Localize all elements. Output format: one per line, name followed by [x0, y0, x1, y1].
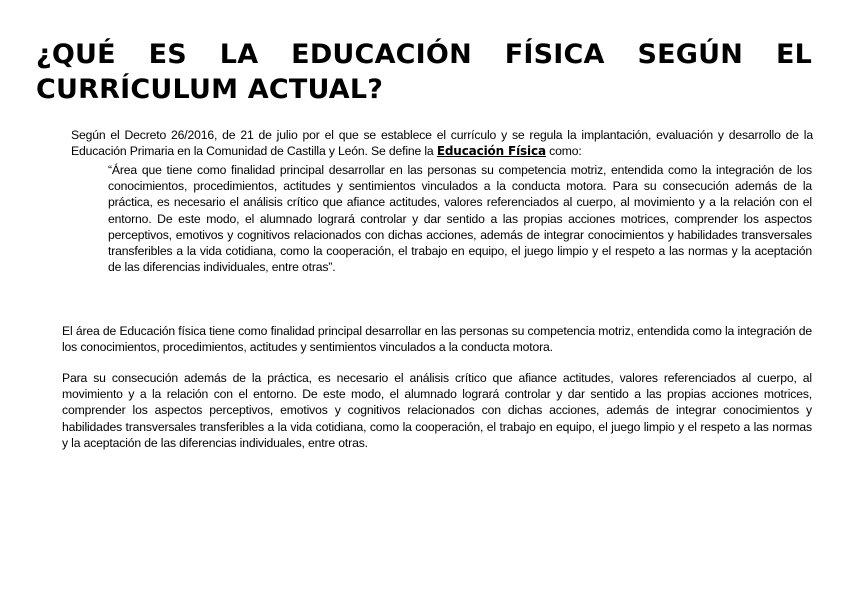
intro-text: Según el Decreto 26/2016, de 21 de julio por el que se establece el currículo y se regula la implantación, evaluación y desarrollo de la Educación Primaria en la Comunidad de Castilla y León. Se define la [71, 128, 813, 159]
page-title: ¿QUÉ ES LA EDUCACIÓN FÍSICA SEGÚN EL CURRÍCULUM ACTUAL? [36, 39, 812, 105]
intro-suffix: como: [545, 144, 582, 159]
decree-quote: “Área que tiene como finalidad principal desarrollar en las personas su competencia motriz, entendida como la integración de los conocimientos, procedimientos, actitudes y sentimientos vinculados a la conducta motora. Para su consecución además de la práctica, es necesario el análisis crítico que afiance actitudes, valores referenciados al cuerpo, al movimiento y a la relación con el entorno. De este modo, el alumnado logrará controlar y dar sentido a las propias acciones motrices, comprender los aspectos perceptivos, emotivos y cognitivos relacionados con dichas acciones, además de integrar conocimientos y habilidades transversales transferibles a la vida cotidiana, como la cooperación, el trabajo en equipo, el juego limpio y el respeto a las normas y la aceptación de las diferencias individuales, entre otras”. [108, 163, 812, 275]
body-paragraph-1: El área de Educación física tiene como finalidad principal desarrollar en las personas su competencia motriz, entendida como la integración de los conocimientos, procedimientos, actitudes y sentimientos vinculados a la conducta motora. [62, 324, 812, 355]
intro-paragraph [71, 127, 813, 159]
educacion-fisica-term: Educación Física [436, 144, 546, 159]
body-paragraph-2: Para su consecución además de la práctica, es necesario el análisis crítico que afiance actitudes, valores referenciados al cuerpo, al movimiento y a la relación con el entorno. De este modo, el alumnado logrará controlar y dar sentido a las propias acciones motrices, comprender los aspectos perceptivos, emotivos y cognitivos relacionados con dichas acciones, además de integrar conocimientos y habilidades transversales transferibles a la vida cotidiana, como la cooperación, el trabajo en equipo, el juego limpio y el respeto a las normas y la aceptación de las diferencias individuales, entre otras. [62, 371, 812, 450]
